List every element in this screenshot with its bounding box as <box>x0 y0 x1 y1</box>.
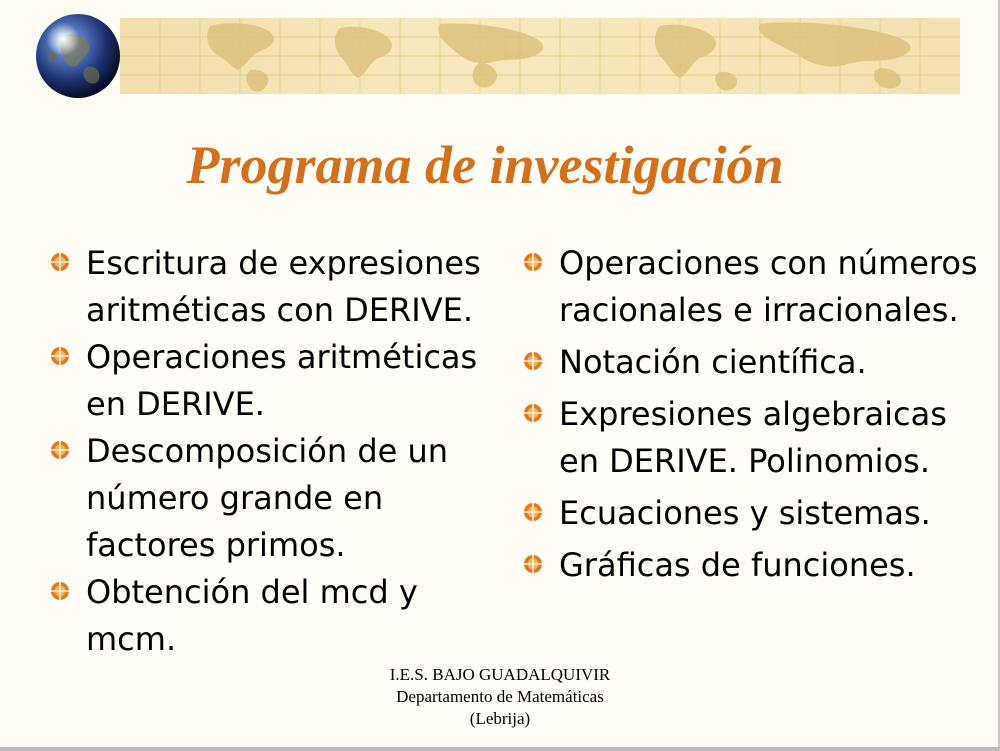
list-item-text: Escritura de expresiones aritméticas con DERIVE. <box>86 244 481 329</box>
world-map-graphic <box>120 18 960 94</box>
list-item-text: Gráficas de funciones. <box>559 546 916 584</box>
compass-bullet-icon <box>50 252 70 272</box>
footer-town: (Lebrija) <box>469 709 531 728</box>
list-item <box>50 569 515 663</box>
list-item-text: Obtención del mcd y mcm. <box>86 573 418 658</box>
list-item <box>50 334 515 428</box>
compass-bullet-icon <box>50 581 70 601</box>
compass-bullet-icon <box>523 502 543 522</box>
world-map-banner <box>120 18 960 94</box>
footer-school: I.E.S. BAJO GUADALQUIVIR <box>389 665 611 684</box>
list-item-text: Descomposición de un número grande en factores primos. <box>86 432 449 564</box>
list-item-text: Ecuaciones y sistemas. <box>559 494 931 532</box>
compass-bullet-icon <box>50 346 70 366</box>
compass-bullet-icon <box>523 403 543 423</box>
list-item <box>523 339 993 386</box>
list-item <box>523 391 993 485</box>
list-item-text: Operaciones aritméticas en DERIVE. <box>86 338 478 423</box>
left-bullet-list <box>50 240 515 663</box>
list-item <box>523 542 993 589</box>
slide-title: Programa de investigación <box>186 135 784 195</box>
list-item-text: Expresiones algebraicas en DERIVE. Polinomios. <box>559 395 947 480</box>
list-item <box>50 240 515 334</box>
list-item <box>523 240 993 334</box>
list-item-text: Notación científica. <box>559 343 867 381</box>
right-bullet-list <box>523 240 993 589</box>
slide-border-bottom <box>0 747 1000 751</box>
compass-bullet-icon <box>50 440 70 460</box>
list-item-text: Operaciones con números racionales e irracionales. <box>559 244 978 329</box>
globe-icon <box>35 13 121 99</box>
list-item <box>50 428 515 569</box>
compass-bullet-icon <box>523 554 543 574</box>
list-item <box>523 490 993 537</box>
footer <box>0 664 1000 730</box>
compass-bullet-icon <box>523 351 543 371</box>
footer-department: Departamento de Matemáticas <box>396 687 604 706</box>
compass-bullet-icon <box>523 252 543 272</box>
